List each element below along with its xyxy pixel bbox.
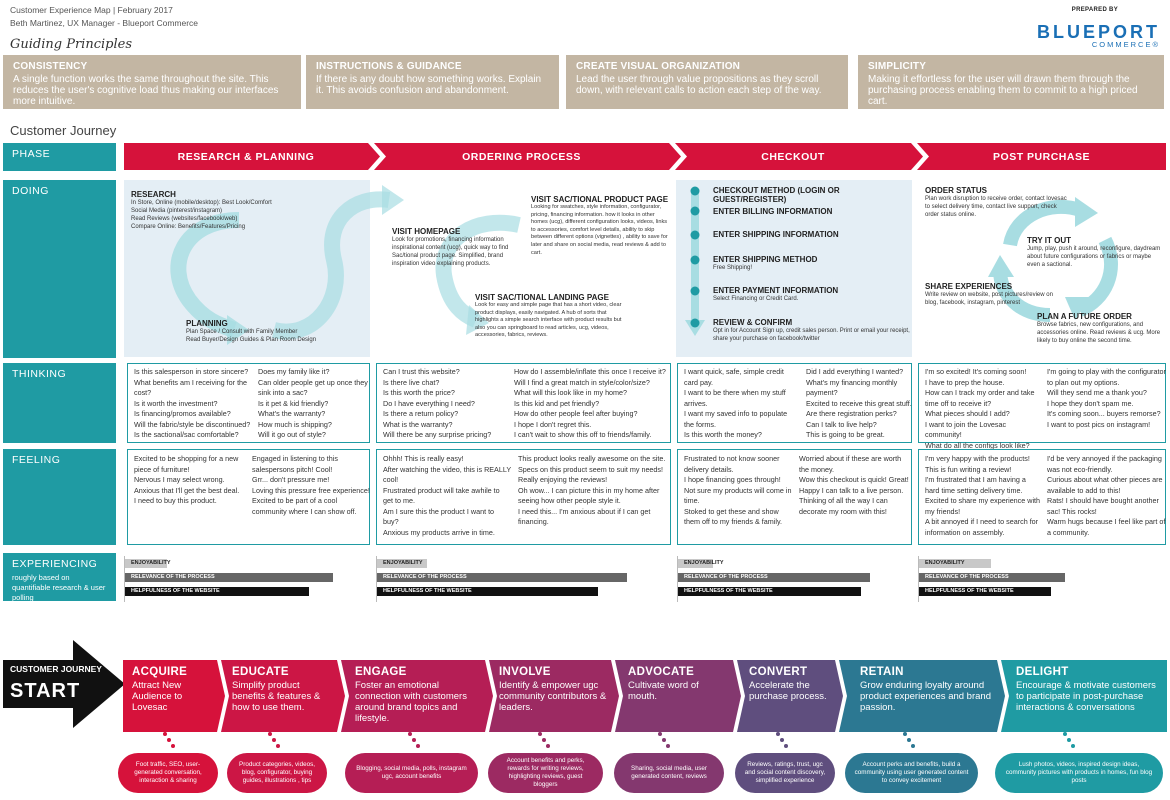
bar-enjoyability: ENJOYABILITY bbox=[919, 559, 991, 568]
principle-consistency bbox=[3, 55, 301, 109]
checkout-step-text: Opt in for Account Sign up, credit sales person. Print or email your receipt, share your purchase on facebook/twitter bbox=[713, 328, 910, 342]
principle-text: If there is any doubt how something works. Explain it. This avoids confusion and abandonment. bbox=[316, 74, 542, 96]
doing-future-order bbox=[1037, 312, 1165, 345]
journey-start-big: START bbox=[10, 680, 81, 702]
thinking-col bbox=[925, 367, 1041, 451]
pill-engage: Blogging, social media, polls, instagram ugc, account benefits bbox=[345, 753, 478, 793]
thought: How much is shipping? bbox=[258, 419, 332, 429]
thought: What is the warranty? bbox=[383, 419, 453, 429]
feeling-box-checkout bbox=[677, 449, 912, 545]
doing-homepage bbox=[392, 227, 520, 268]
stage-desc: Attract New Audience to Lovesac bbox=[132, 680, 183, 713]
feeling: Happy I can talk to a live person. bbox=[799, 485, 904, 495]
checkout-step bbox=[713, 186, 911, 204]
feeling-col bbox=[684, 454, 794, 528]
phase-ordering: ORDERING PROCESS bbox=[462, 150, 581, 163]
thought: I'm so excited! It's coming soon! bbox=[925, 367, 1027, 376]
row-label-experiencing bbox=[3, 553, 116, 601]
feeling: Engaged in listening to this salespersons pitch! Cool! bbox=[252, 454, 338, 474]
row-label-phase: PHASE bbox=[3, 143, 116, 171]
bar-relevance: RELEVANCE OF THE PROCESS bbox=[678, 573, 870, 582]
thought: I want my saved info to populate the forms. bbox=[684, 409, 788, 429]
stage-title: ADVOCATE bbox=[628, 666, 695, 678]
feeling: After watching the video, this is REALLY cool! bbox=[383, 464, 511, 484]
thought: How can I track my order and take time off to receive it? bbox=[925, 388, 1035, 408]
thought: Does my family like it? bbox=[258, 367, 330, 376]
thought: Is financing/promos available? bbox=[134, 409, 231, 418]
thought: It's coming soon... buyers remorse? bbox=[1047, 409, 1161, 418]
checkout-step-title: ENTER PAYMENT INFORMATION bbox=[713, 286, 839, 295]
stage-acquire bbox=[124, 660, 220, 732]
pill-convert: Reviews, ratings, trust, ugc and social content discovery, simplified experience bbox=[735, 753, 835, 793]
feeling: Wow this checkout is quick! Great! bbox=[799, 475, 909, 484]
feeling: Oh wow... I can picture this in my home after seeing how other people style it. bbox=[518, 485, 660, 505]
thought: Will they send me a thank you? bbox=[1047, 388, 1147, 397]
feeling: Warm hugs because I feel like part of a community. bbox=[1047, 517, 1166, 537]
doing-research bbox=[131, 190, 361, 231]
feeling-box-research bbox=[127, 449, 370, 545]
feeling: I'd be very annoyed if the packaging was not eco-friendly. bbox=[1047, 454, 1162, 474]
stage-desc: Grow enduring loyalty around product experiences and brand passion. bbox=[860, 680, 991, 713]
experiencing-research bbox=[124, 556, 370, 602]
research-title: RESEARCH bbox=[131, 190, 176, 199]
bar-relevance: RELEVANCE OF THE PROCESS bbox=[125, 573, 333, 582]
thought: What do all the configs look like? bbox=[925, 440, 1030, 450]
thought: I hope I don't regret this. bbox=[514, 419, 592, 429]
order-status-title: ORDER STATUS bbox=[925, 186, 987, 195]
thought: Do I have everything I need? bbox=[383, 398, 475, 408]
stage-desc: Cultivate word of mouth. bbox=[628, 680, 699, 702]
feeling: Not sure my products will come in time. bbox=[684, 485, 792, 505]
stage-involve bbox=[491, 660, 615, 732]
thought: Is this salesperson in store sincere? bbox=[134, 367, 249, 376]
bar-helpfulness: HELPFULNESS OF THE WEBSITE bbox=[919, 587, 1051, 596]
bar-enjoyability: ENJOYABILITY bbox=[125, 559, 167, 568]
map-title: Customer Experience Map | February 2017 bbox=[10, 5, 173, 15]
feeling-col bbox=[1047, 454, 1166, 538]
thought: Is there a return policy? bbox=[383, 409, 459, 418]
thinking-box-ordering bbox=[376, 363, 671, 443]
pill-retain: Account perks and benefits, build a community using user generated content to convey excitement bbox=[845, 753, 978, 793]
doing-try-it-out bbox=[1027, 236, 1162, 269]
pill-acquire: Foot traffic, SEO, user-generated conversation, interaction & sharing bbox=[118, 753, 218, 793]
doing-order-status bbox=[925, 186, 1070, 219]
thought: I want to join the Lovesac community! bbox=[925, 419, 1007, 439]
bar-enjoyability: ENJOYABILITY bbox=[678, 559, 713, 568]
thinking-col bbox=[1047, 367, 1166, 430]
bar-helpfulness: HELPFULNESS OF THE WEBSITE bbox=[125, 587, 309, 596]
thought: I'm going to play with the configurator to plan out my options. bbox=[1047, 367, 1166, 387]
thought: Excited to receive this great stuff. bbox=[806, 398, 912, 408]
feeling: This product looks really awesome on the site. bbox=[518, 454, 666, 463]
feeling: Loving this pressure free experience! bbox=[252, 485, 370, 495]
stage-advocate bbox=[620, 660, 736, 732]
stage-title: INVOLVE bbox=[499, 666, 551, 678]
feeling: Frustrated to not know sooner delivery details. bbox=[684, 454, 780, 474]
product-page-title: VISIT SAC/TIONAL PRODUCT PAGE bbox=[531, 195, 669, 204]
experiencing-ordering bbox=[376, 556, 671, 602]
stage-title: CONVERT bbox=[749, 666, 808, 678]
stage-desc: Foster an emotional connection with customers around brand topics and lifestyle. bbox=[355, 680, 467, 724]
pill-educate: Product categories, videos, blog, configurator, buying guides, illustrations , tips bbox=[227, 753, 327, 793]
feeling: I need this... I'm anxious about if I can get financing. bbox=[518, 506, 651, 526]
principle-visual-organization bbox=[566, 55, 848, 109]
connector-dots bbox=[0, 730, 1170, 754]
blueport-logo: BLUEPORT bbox=[1037, 22, 1160, 42]
thought: How do other people feel after buying? bbox=[514, 409, 638, 418]
stage-retain bbox=[852, 660, 1002, 732]
thought: Will it go out of style? bbox=[258, 430, 326, 439]
feeling-box-postpurchase bbox=[918, 449, 1166, 545]
thought: Will the fabric/style be discontinued? bbox=[134, 419, 251, 429]
thinking-col bbox=[258, 367, 370, 441]
feeling-col bbox=[134, 454, 249, 507]
thinking-box-checkout bbox=[677, 363, 912, 443]
checkout-step bbox=[713, 207, 911, 216]
research-line: Social Media (pinterest/instagram) bbox=[131, 208, 223, 214]
prepared-by-label: PREPARED BY bbox=[1071, 7, 1118, 13]
thought: What pieces should I add? bbox=[925, 409, 1010, 418]
checkout-step-text: Free Shipping! bbox=[713, 265, 753, 271]
thought: Is this worth the money? bbox=[684, 430, 762, 439]
thought: What will this look like in my home? bbox=[514, 388, 628, 397]
homepage-title: VISIT HOMEPAGE bbox=[392, 227, 461, 236]
thought: I can't wait to show this off to friends/family. bbox=[514, 430, 652, 439]
experiencing-postpurchase bbox=[918, 556, 1078, 602]
thought: Can I trust this website? bbox=[383, 367, 460, 376]
stage-engage bbox=[347, 660, 491, 732]
phase-checkout: CHECKOUT bbox=[761, 150, 825, 163]
customer-journey-title: Customer Journey bbox=[10, 123, 117, 138]
thought: This is going to be great. bbox=[806, 430, 885, 439]
journey-start-label: CUSTOMER JOURNEY bbox=[10, 664, 102, 674]
feeling-col bbox=[518, 454, 670, 528]
stage-title: ENGAGE bbox=[355, 666, 407, 678]
stage-desc: Identify & empower ugc community contributors & leaders. bbox=[499, 680, 607, 713]
thought: I want quick, safe, simple credit card pay. bbox=[684, 367, 784, 387]
checkout-step bbox=[713, 318, 911, 343]
thought: Is this worth the price? bbox=[383, 388, 455, 397]
thought: Is it pet & kid friendly? bbox=[258, 398, 329, 408]
feeling: Frustrated product will take awhile to get to me. bbox=[383, 485, 500, 505]
landing-page-title: VISIT SAC/TIONAL LANDING PAGE bbox=[475, 293, 609, 302]
thought: Will I find a great match in style/color/size? bbox=[514, 377, 650, 387]
thought: Is the sactional/sac comfortable? bbox=[134, 430, 239, 439]
order-status-text: Plan work disruption to receive order, contact lovesac to select delivery time, contact live support, check order status online. bbox=[925, 196, 1067, 218]
feeling: Ohhh! This is really easy! bbox=[383, 454, 464, 463]
principle-text: A single function works the same throughout the site. This reduces the user's cognitive load thus making our interfaces more intuitive. bbox=[13, 74, 279, 107]
thought: What's my financing monthly payment? bbox=[806, 377, 898, 397]
feeling: Thinking of all the way I can decorate my room with this! bbox=[799, 496, 888, 516]
row-label-feeling: FEELING bbox=[3, 449, 116, 545]
checkout-step-title: ENTER SHIPPING METHOD bbox=[713, 255, 818, 264]
thought: I want to post pics on instagram! bbox=[1047, 419, 1151, 429]
thinking-box-research bbox=[127, 363, 370, 443]
stage-title: RETAIN bbox=[860, 666, 904, 678]
thinking-col bbox=[134, 367, 254, 441]
principle-title: CONSISTENCY bbox=[13, 61, 88, 72]
feeling: Excited to be part of a cool community where I can show off. bbox=[252, 496, 357, 516]
principle-title: SIMPLICITY bbox=[868, 61, 927, 72]
bar-helpfulness: HELPFULNESS OF THE WEBSITE bbox=[377, 587, 598, 596]
thought: I hope they don't spam me. bbox=[1047, 398, 1134, 408]
feeling: I'm frustrated that I am having a hard time setting delivery time. bbox=[925, 475, 1026, 495]
doing-share bbox=[925, 282, 1055, 307]
feeling: Rats! I should have bought another sac! This rocks! bbox=[1047, 496, 1159, 516]
checkout-step-text: Select Financing or Credit Card. bbox=[713, 296, 799, 302]
thought: Can older people get up once they sink into a sac? bbox=[258, 377, 368, 397]
feeling-col bbox=[799, 454, 911, 517]
guiding-principles-title: Guiding Principles bbox=[10, 37, 132, 52]
stage-delight bbox=[1008, 660, 1166, 732]
feeling: Anxious my products arrive in time. bbox=[383, 527, 495, 537]
checkout-step-title: ENTER BILLING INFORMATION bbox=[713, 207, 833, 216]
principle-instructions bbox=[306, 55, 559, 109]
row-label-thinking: THINKING bbox=[3, 363, 116, 443]
bar-enjoyability: ENJOYABILITY bbox=[377, 559, 427, 568]
blueport-logo-sub: COMMERCE® bbox=[1091, 40, 1160, 49]
pill-advocate: Sharing, social media, user generated content, reviews bbox=[614, 753, 724, 793]
thought: I have to prep the house. bbox=[925, 377, 1005, 387]
thought: Can I talk to live help? bbox=[806, 419, 877, 429]
planning-line: Plan Space / Consult with Family Member bbox=[186, 329, 298, 335]
try-it-out-title: TRY IT OUT bbox=[1027, 236, 1071, 245]
thinking-col bbox=[806, 367, 912, 441]
checkout-step-title: CHECKOUT METHOD (LOGIN OR GUEST/REGISTER) bbox=[713, 186, 840, 204]
doing-landing-page bbox=[475, 293, 625, 340]
map-author: Beth Martinez, UX Manager - Blueport Commerce bbox=[10, 18, 199, 28]
thought: Is there live chat? bbox=[383, 377, 440, 387]
feeling: Worried about if these are worth the money. bbox=[799, 454, 902, 474]
principle-text: Lead the user through value propositions as they scroll down, with relevant calls to action each step of the way. bbox=[576, 74, 822, 96]
feeling: I need to buy this product. bbox=[134, 496, 217, 505]
future-order-title: PLAN A FUTURE ORDER bbox=[1037, 312, 1132, 321]
thought: What's the warranty? bbox=[258, 409, 326, 418]
feeling: A bit annoyed if I need to search for information on assembly. bbox=[925, 517, 1039, 537]
stage-desc: Encourage & motivate customers to participate in post-purchase interactions & conversations bbox=[1016, 680, 1156, 713]
feeling: Grr... don't pressure me! bbox=[252, 475, 330, 484]
pill-delight: Lush photos, videos, inspired design ideas, community pictures with products in homes, fun blog posts bbox=[995, 753, 1163, 793]
thought: Is it worth the investment? bbox=[134, 398, 218, 408]
share-text: Write review on website, post pictures/review on blog, facebook, instagram, pinterest bbox=[925, 292, 1053, 306]
feeling: Really enjoying the reviews! bbox=[518, 475, 608, 484]
research-line: In Store, Online (mobile/desktop): Best Look/Comfort bbox=[131, 200, 272, 206]
thought: Did I add everything I wanted? bbox=[806, 367, 904, 376]
principle-title: INSTRUCTIONS & GUIDANCE bbox=[316, 61, 462, 72]
experiencing-sublabel: roughly based on quantifiable research & user polling bbox=[12, 573, 106, 602]
thinking-box-postpurchase bbox=[918, 363, 1166, 450]
feeling: Specs on this product seem to suit my needs! bbox=[518, 464, 664, 474]
feeling-col bbox=[252, 454, 370, 517]
feeling-box-ordering bbox=[376, 449, 671, 545]
planning-line: Read Buyer/Design Guides & Plan Room Design bbox=[186, 337, 317, 343]
feeling: Excited to be shopping for a new piece of furniture! bbox=[134, 454, 239, 474]
thought: Are there registration perks? bbox=[806, 409, 897, 418]
bar-relevance: RELEVANCE OF THE PROCESS bbox=[919, 573, 1065, 582]
doing-planning bbox=[186, 319, 366, 344]
feeling: I hope financing goes through! bbox=[684, 475, 781, 484]
thinking-col bbox=[383, 367, 508, 441]
pill-involve: Account benefits and perks, rewards for writing reviews, highlighting reviews, guest bloggers bbox=[488, 753, 603, 793]
thought: I want to be there when my stuff arrives. bbox=[684, 388, 786, 408]
thought: Is this kid and pet friendly? bbox=[514, 398, 600, 408]
feeling: I'm very happy with the products! bbox=[925, 454, 1030, 463]
checkout-step bbox=[713, 286, 911, 303]
principle-simplicity bbox=[858, 55, 1164, 109]
research-line: Compare Online: Benefits/Features/Pricing bbox=[131, 224, 246, 230]
experiencing-checkout bbox=[677, 556, 912, 602]
stage-title: ACQUIRE bbox=[132, 666, 188, 678]
stage-title: EDUCATE bbox=[232, 666, 289, 678]
thought: How do I assemble/inflate this once I receive it? bbox=[514, 367, 666, 376]
feeling: Nervous I may select wrong. bbox=[134, 475, 225, 484]
thinking-col bbox=[684, 367, 796, 441]
principle-text: Making it effortless for the user will drawn them through the purchasing process enabling them to commit to a high priced cart. bbox=[868, 74, 1138, 107]
bar-helpfulness: HELPFULNESS OF THE WEBSITE bbox=[678, 587, 861, 596]
product-page-text: Looking for swatches, style information, configurator, pricing, financing information. how it looks in other homes (ucg), different configuration looks, videos, links to accessories, comfort level details, ability to skip between different options (vignettes) , ability to save for later and share on social media, read reviews & add to cart. bbox=[531, 204, 668, 256]
phase-postpurchase: POST PURCHASE bbox=[993, 150, 1090, 163]
stage-educate bbox=[224, 660, 340, 732]
doing-product-page bbox=[531, 195, 673, 257]
feeling-col bbox=[925, 454, 1041, 538]
phase-research: RESEARCH & PLANNING bbox=[177, 150, 315, 163]
feeling: Am I sure this the product I want to buy? bbox=[383, 506, 495, 526]
bar-relevance: RELEVANCE OF THE PROCESS bbox=[377, 573, 627, 582]
stage-desc: Simplify product benefits & features & how to use them. bbox=[232, 680, 321, 713]
feeling: Stoked to get these and show them off to my friends & family. bbox=[684, 506, 782, 526]
checkout-step bbox=[713, 255, 911, 272]
research-line: Read Reviews (websites/facebook/web) bbox=[131, 216, 238, 222]
stage-title: DELIGHT bbox=[1016, 666, 1069, 678]
feeling-col bbox=[383, 454, 511, 538]
principle-title: CREATE VISUAL ORGANIZATION bbox=[576, 61, 741, 72]
planning-title: PLANNING bbox=[186, 319, 228, 328]
feeling: Excited to share my experience with my friends! bbox=[925, 496, 1041, 516]
thought: What benefits am I receiving for the cost? bbox=[134, 377, 248, 397]
checkout-step-title: REVIEW & CONFIRM bbox=[713, 318, 793, 327]
stage-desc: Accelerate the purchase process. bbox=[749, 680, 827, 702]
checkout-step bbox=[713, 230, 911, 239]
feeling: Anxious that I'll get the best deal. bbox=[134, 485, 240, 495]
thinking-col bbox=[514, 367, 671, 441]
landing-page-text: Look for easy and simple page that has a short video, clear product displays, easily navigated. A hub of sorts that highlights a simple search interface with product results but also you can springboard to read articles, ucg, videos, accessories, fabrics, reviews. bbox=[475, 302, 622, 339]
homepage-text: Look for promotions, financing information inspirational content (ucg), quick way to find Sac/tional product page. Simplified, brand inspiration video explaining products. bbox=[392, 237, 509, 267]
feeling: This is fun writing a review! bbox=[925, 464, 1012, 474]
experiencing-label: EXPERIENCING bbox=[12, 558, 98, 570]
checkout-step-title: ENTER SHIPPING INFORMATION bbox=[713, 230, 839, 239]
feeling: Curious about what other pieces are available to add to this! bbox=[1047, 475, 1163, 495]
stage-convert bbox=[741, 660, 837, 732]
future-order-text: Browse fabrics, new configurations, and accessories online. Read reviews & ucg. More likely to buy online the second time. bbox=[1037, 322, 1161, 344]
thought: Will there be any surprise pricing? bbox=[383, 430, 492, 439]
row-label-doing: DOING bbox=[3, 180, 116, 358]
try-it-out-text: Jump, play, push it around, reconfigure, daydream about future configurations or fabrics or maybe even a sactional. bbox=[1027, 246, 1161, 268]
share-title: SHARE EXPERIENCES bbox=[925, 282, 1013, 291]
